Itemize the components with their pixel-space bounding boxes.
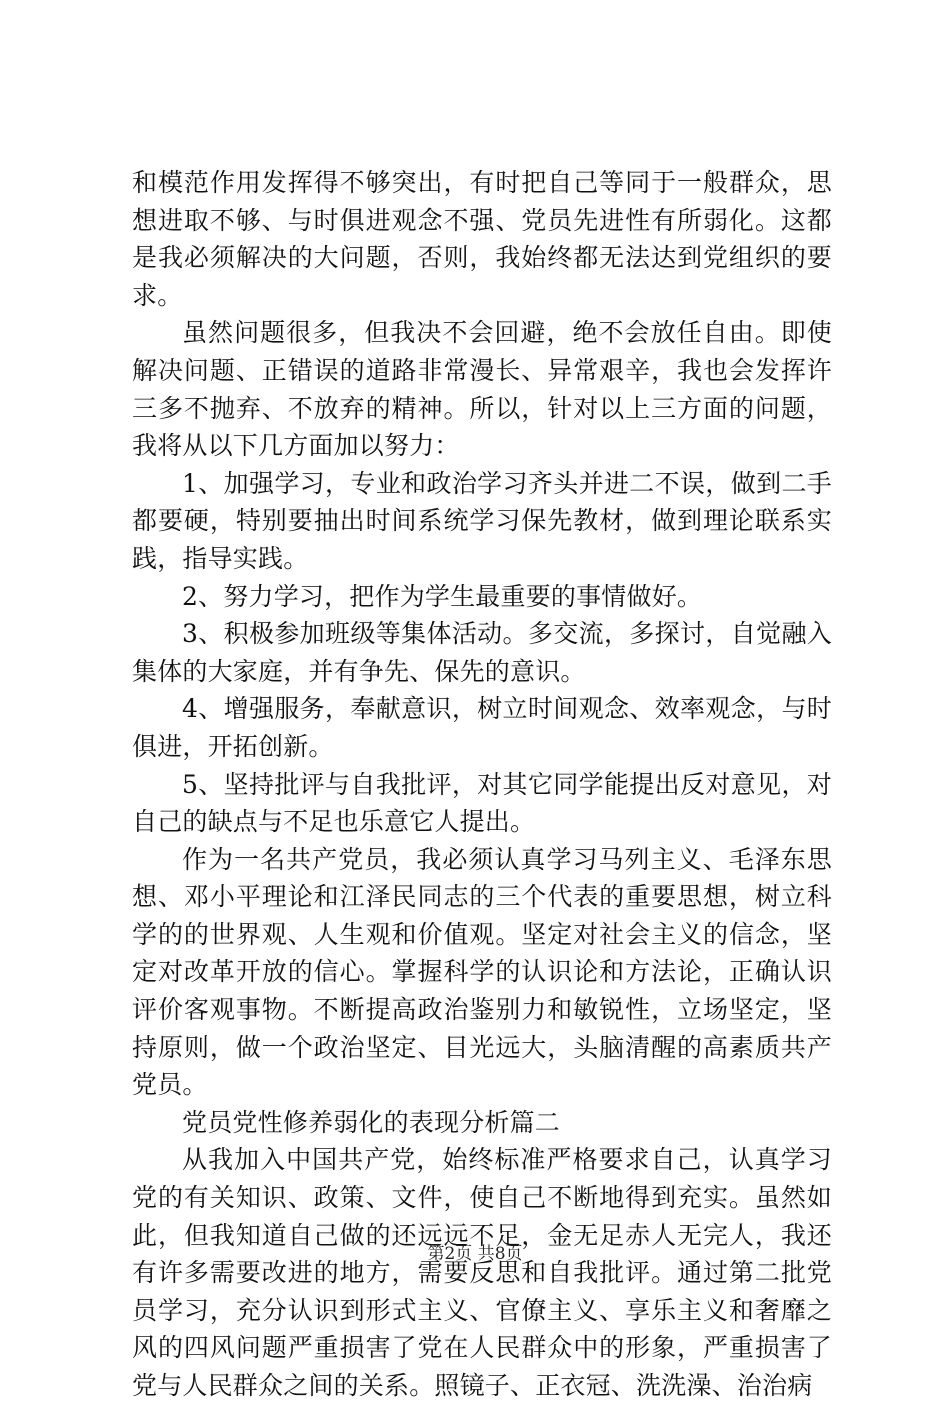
list-item: 1、加强学习，专业和政治学习齐头并进二不误，做到二手都要硬，特别要抽出时间系统学习保先教材，做到理论联系实践，指导实践。 <box>132 468 832 573</box>
paragraph: 虽然问题很多，但我决不会回避，绝不会放任自由。即使解决问题、正错误的道路非常漫长、异常艰辛，我也会发挥许三多不抛弃、不放弃的精神。所以，针对以上三方面的问题，我将从以下几方面加以努力： <box>132 318 832 461</box>
list-item: 4、增强服务，奉献意识，树立时间观念、效率观念，与时俱进，开拓创新。 <box>132 694 832 761</box>
document-body <box>132 164 832 1405</box>
paragraph: 从我加入中国共产党，始终标准严格要求自己，认真学习党的有关知识、政策、文件，使自己不断地得到充实。虽然如此，但我知道自己做的还远远不足，金无足赤人无完人，我还有许多需要改进的地方，需要反思和自我批评。通过第二批党员学习，充分认识到形式主义、官僚主义、享乐主义和奢靡之风的四风问题严重损害了党在人民群众中的形象，严重损害了党与人民群众之间的关系。照镜子、正衣冠、洗洗澡、治治病 <box>132 1145 832 1400</box>
page-number: 第2页 共8页 <box>427 1244 523 1264</box>
section-heading: 党员党性修养弱化的表现分析篇二 <box>182 1107 561 1137</box>
list-item: 2、努力学习，把作为学生最重要的事情做好。 <box>182 581 703 611</box>
list-item: 5、坚持批评与自我批评，对其它同学能提出反对意见，对自己的缺点与不足也乐意它人提出。 <box>132 769 832 837</box>
paragraph: 和模范作用发挥得不够突出，有时把自己等同于一般群众，思想进取不够、与时俱进观念不强、党员先进性有所弱化。这都是我必须解决的大问题，否则，我始终都无法达到党组织的要求。 <box>132 168 832 310</box>
list-item: 3、积极参加班级等集体活动。多交流，多探讨，自觉融入集体的大家庭，并有争先、保先的意识。 <box>132 619 832 686</box>
paragraph: 作为一名共产党员，我必须认真学习马列主义、毛泽东思想、邓小平理论和江泽民同志的三个代表的重要思想，树立科学的的世界观、人生观和价值观。坚定对社会主义的信念，坚定对改革开放的信心。掌握科学的认识论和方法论，正确认识评价客观事物。不断提高政治鉴别力和敏锐性，立场坚定，坚持原则，做一个政治坚定、目光远大，头脑清醒的高素质共产党员。 <box>132 844 832 1100</box>
